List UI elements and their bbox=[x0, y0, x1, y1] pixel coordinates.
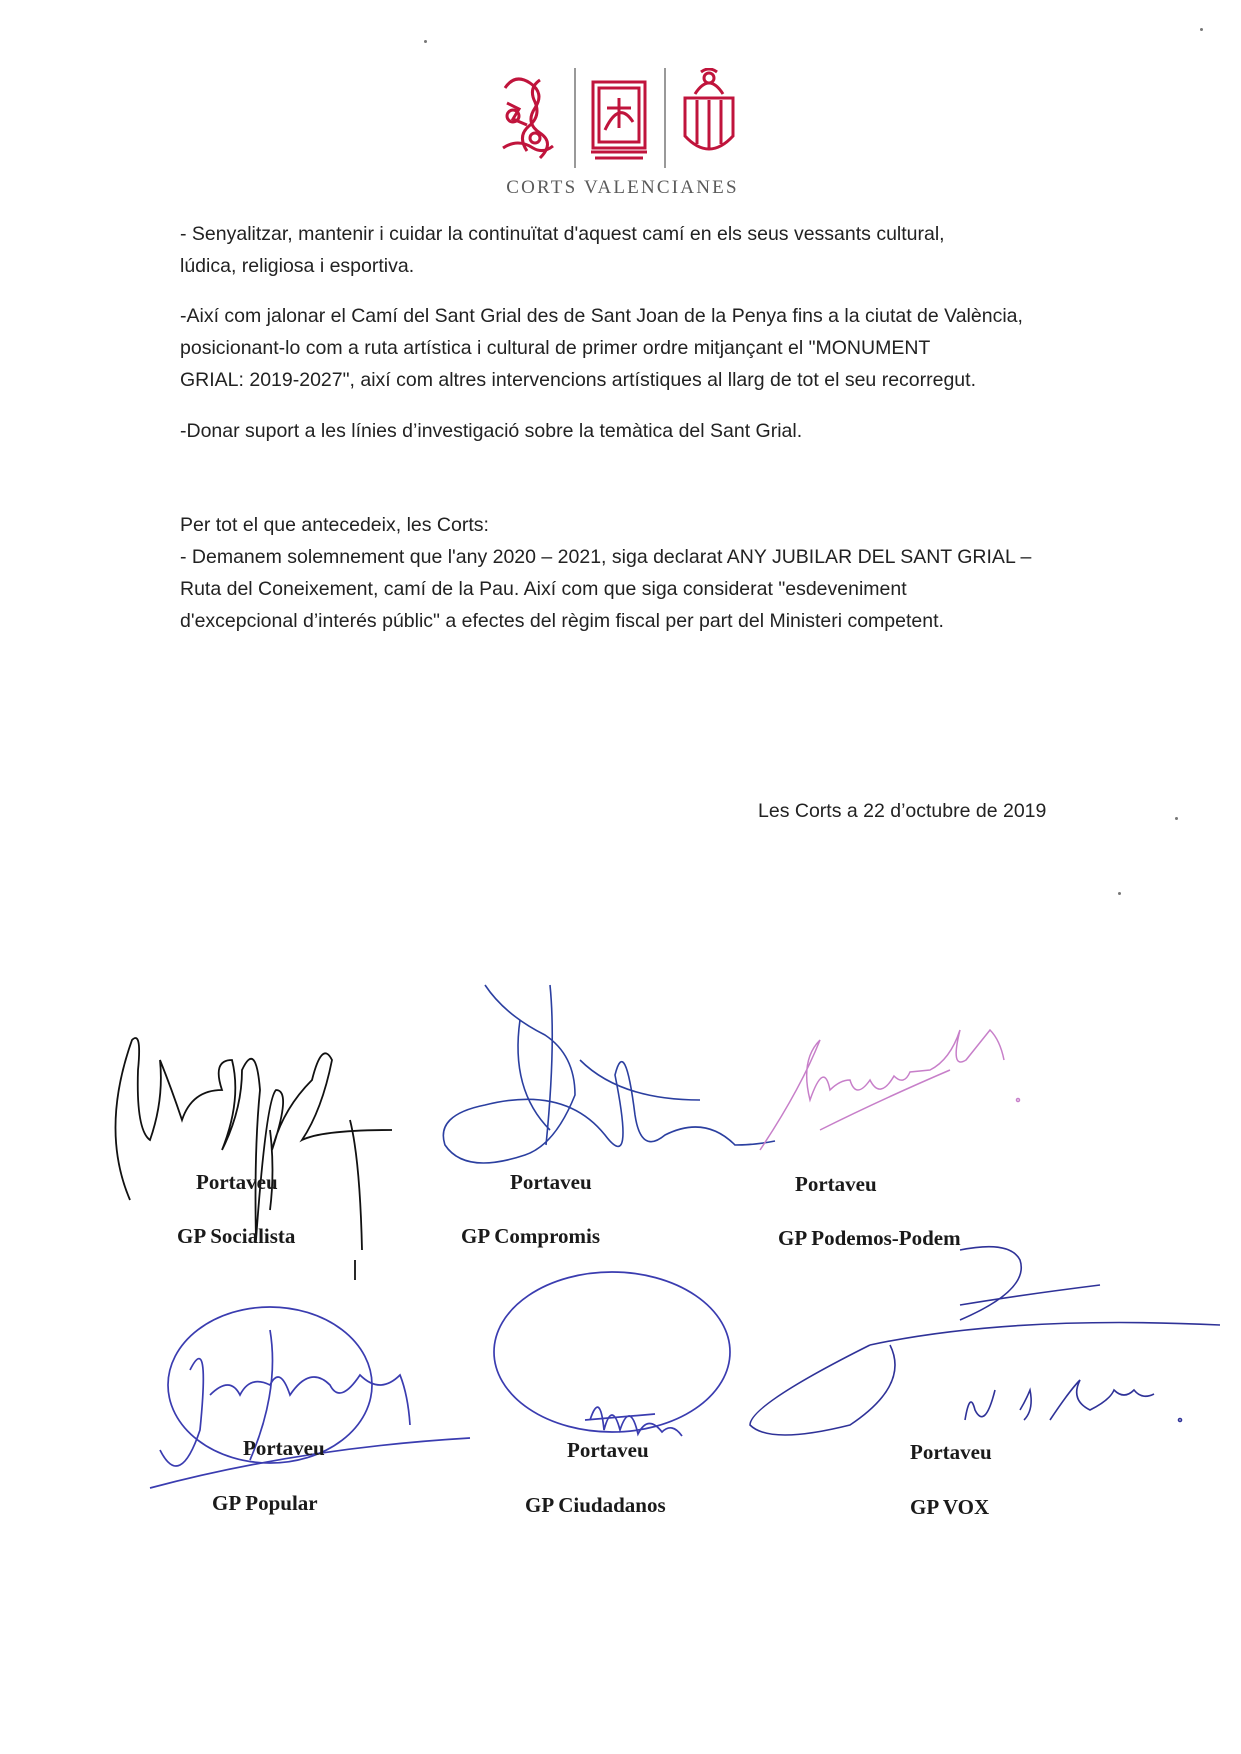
text-line: Ruta del Coneixement, camí de la Pau. Així com que siga considerat "esdeveniment bbox=[180, 578, 907, 600]
signature-role-socialista: Portaveu bbox=[196, 1170, 278, 1194]
text-line: - Senyalitzar, mantenir i cuidar la continuïtat d'aquest camí en els seus vessants cultural, bbox=[180, 223, 945, 245]
paragraph-route bbox=[180, 300, 1080, 396]
paragraph-research bbox=[180, 415, 1080, 447]
signature-podemos bbox=[760, 1030, 1020, 1150]
signature-group-podemos: GP Podemos-Podem bbox=[778, 1226, 961, 1250]
signature-role-podemos: Portaveu bbox=[795, 1172, 877, 1196]
corts-valencianes-logo bbox=[495, 68, 750, 168]
text-line: - Demanem solemnement que l'any 2020 – 2021, siga declarat ANY JUBILAR DEL SANT GRIAL – bbox=[180, 546, 1032, 568]
text-line: Per tot el que antecedeix, les Corts: bbox=[180, 514, 489, 536]
signature-group-popular: GP Popular bbox=[212, 1491, 318, 1515]
paragraph-resolution bbox=[180, 509, 1080, 637]
scan-speck bbox=[1200, 28, 1203, 31]
scan-speck bbox=[424, 40, 427, 43]
text-line: posicionant-lo com a ruta artística i cultural de primer ordre mitjançant el "MONUMENT bbox=[180, 337, 931, 359]
signature-compromis bbox=[443, 985, 775, 1163]
signature-group-ciudadanos: GP Ciudadanos bbox=[525, 1493, 666, 1517]
institution-name: CORTS VALENCIANES bbox=[506, 177, 739, 198]
signature-role-vox: Portaveu bbox=[910, 1440, 992, 1464]
signature-vox bbox=[750, 1247, 1220, 1435]
date-line: Les Corts a 22 d’octubre de 2019 bbox=[758, 800, 1047, 822]
text-line: GRIAL: 2019-2027", així com altres intervencions artístiques al llarg de tot el seu recorregut. bbox=[180, 369, 976, 391]
signature-ciudadanos bbox=[494, 1272, 730, 1436]
signature-role-compromis: Portaveu bbox=[510, 1170, 592, 1194]
text-line: lúdica, religiosa i esportiva. bbox=[180, 255, 415, 277]
signature-role-ciudadanos: Portaveu bbox=[567, 1438, 649, 1462]
text-line: -Així com jalonar el Camí del Sant Grial des de Sant Joan de la Penya fins a la ciutat de València, bbox=[180, 305, 1023, 327]
text-line: -Donar suport a les línies d’investigació sobre la temàtica del Sant Grial. bbox=[180, 420, 803, 442]
signature-group-compromis: GP Compromis bbox=[461, 1224, 601, 1248]
text-line: d'excepcional d’interés públic" a efectes del règim fiscal per part del Ministeri competent. bbox=[180, 610, 944, 632]
signature-role-popular: Portaveu bbox=[243, 1436, 325, 1460]
signature-group-vox: GP VOX bbox=[910, 1495, 990, 1519]
signature-group-socialista: GP Socialista bbox=[177, 1224, 296, 1248]
scan-speck bbox=[1118, 892, 1121, 895]
paragraph-signage bbox=[180, 218, 1080, 282]
scan-speck bbox=[1175, 817, 1178, 820]
